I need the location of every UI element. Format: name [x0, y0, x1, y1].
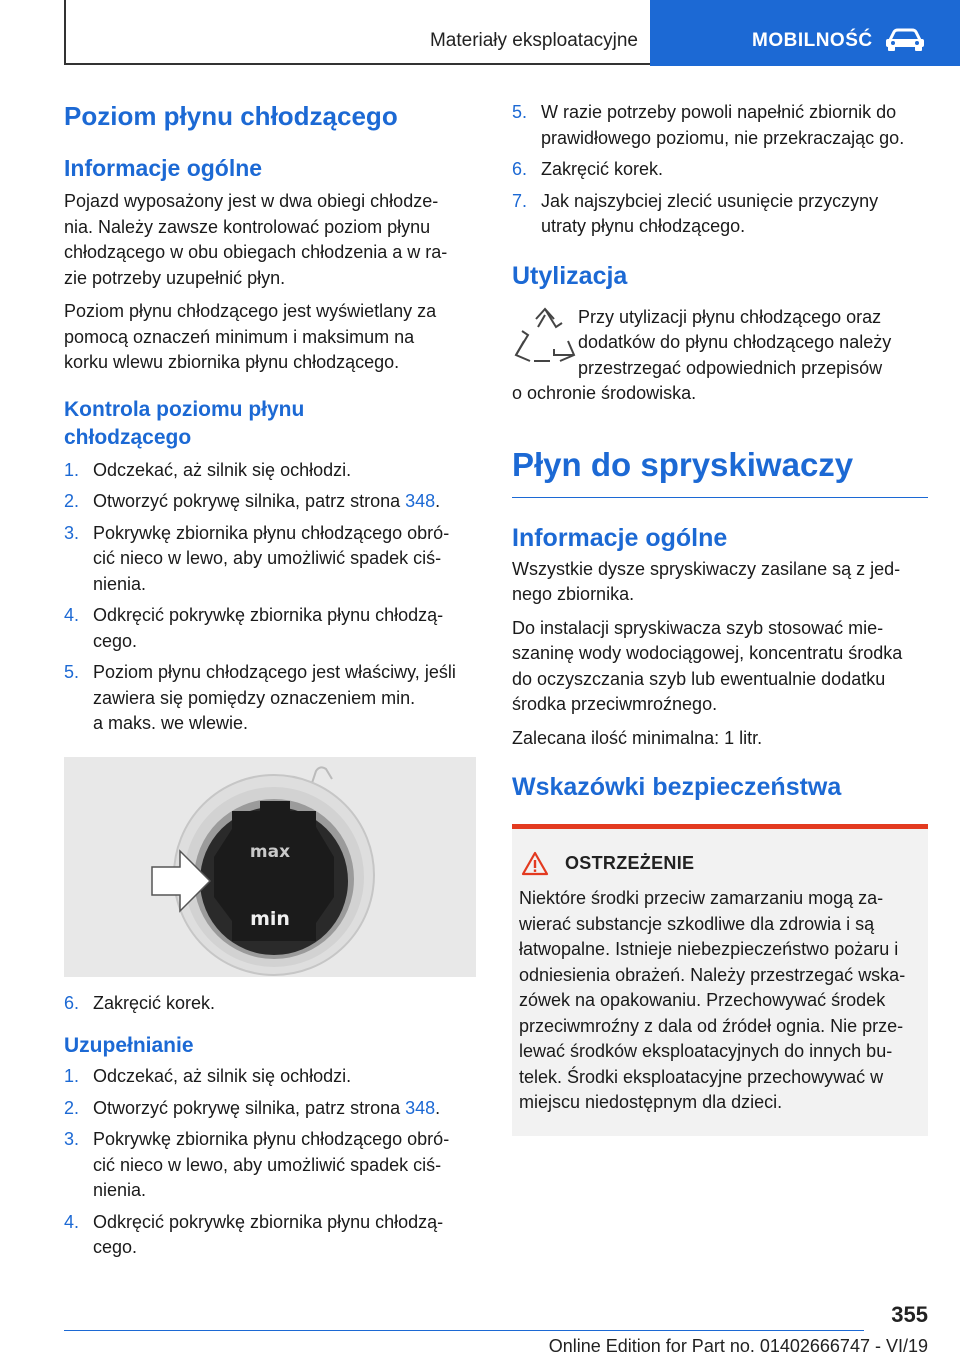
max-label: max [249, 841, 291, 862]
check-level-heading: Kontrola poziomu płynu chłodzącego [64, 397, 305, 449]
coolant-cap-illustration [64, 757, 476, 977]
min-label: min [250, 907, 290, 930]
disposal-text-tail: o ochronie środowiska. [512, 383, 697, 403]
washer-fluid-title: Płyn do spryskiwaczy [512, 443, 928, 498]
mobility-tab[interactable] [650, 0, 960, 66]
left-column [64, 100, 476, 1267]
list-item: 6. Zakręcić korek. [64, 992, 216, 1013]
chapter-title: Materiały eksploatacyjne [429, 30, 638, 51]
disposal-heading: Utylizacja [512, 261, 628, 290]
page-link[interactable]: 348 [405, 1097, 436, 1118]
list-item: 3. Pokrywkę zbiornika płynu chłodzącego obró- cić nieco w lewo, aby umożliwić spadek ciś- nienia. [64, 522, 450, 594]
list-item: 4. Odkręcić pokrywkę zbiornika płynu chłodzą- cego. [64, 605, 444, 651]
warning-header [519, 851, 922, 876]
disposal-text: Przy utylizacji płynu chłodzącego oraz dodatków do płynu chłodzącego należy przestrzegać odpowiednich przepisów [578, 306, 892, 378]
header-bottom-rule [64, 63, 650, 65]
page-link[interactable]: 348 [405, 491, 436, 511]
safety-heading: Wskazówki bezpieczeństwa [512, 773, 842, 801]
list-item: 1. Odczekać, aż silnik się ochłodzi. [64, 1066, 352, 1086]
refill-steps-list-cont [512, 100, 928, 240]
warning-triangle-icon [521, 851, 549, 876]
footer-rule [64, 1330, 864, 1331]
list-item: 1. Odczekać, aż silnik się ochłodzi. [64, 459, 352, 480]
recycle-icon [512, 305, 578, 371]
check-steps-list-cont [64, 991, 476, 1017]
list-item: 5. W razie potrzeby powoli napełnić zbiornik do prawidłowego poziomu, nie przekraczając go. [512, 102, 905, 148]
edition-footer: Online Edition for Part no. 01402666747 - VI/19 [548, 1336, 928, 1356]
right-column [512, 100, 928, 1136]
general-info-heading: Informacje ogólne [64, 155, 263, 181]
warning-title: OSTRZEŻENIE [565, 853, 695, 873]
page-number: 355 [891, 1302, 928, 1327]
list-item: 5. Poziom płynu chłodzącego jest właściwy, jeśli zawiera się pomiędzy oznaczeniem min. a maks. we wlewie. [64, 662, 456, 733]
warning-box [512, 824, 928, 1136]
list-item: 3. Pokrywkę zbiornika płynu chłodzącego obró- cić nieco w lewo, aby umożliwić spadek ciś- nienia. [64, 1129, 450, 1200]
washer-paragraph-2: Do instalacji spryskiwacza szyb stosować mie- szaninę wody wodociągowej, koncentratu środka do oczyszczania szyb lub ewentualnie dodatku środka przeciwmroźnego. [512, 617, 903, 714]
mobility-tab-label: MOBILNOŚĆ [752, 30, 873, 51]
check-steps-list [64, 458, 476, 737]
washer-paragraph-1: Wszystkie dysze spryskiwaczy zasilane są z jed- nego zbiornika. [512, 558, 901, 604]
refill-steps-list [64, 1064, 476, 1261]
list-item: 2. Otworzyć pokrywę silnika, patrz strona 348. [64, 1097, 441, 1118]
section-title-coolant: Poziom płynu chłodzącego [64, 101, 398, 131]
list-item: 6. Zakręcić korek. [512, 159, 664, 179]
list-item: 2. Otworzyć pokrywę silnika, patrz strona 348. [64, 491, 441, 511]
washer-paragraph-3: Zalecana ilość minimalna: 1 litr. [512, 727, 763, 748]
disposal-block [512, 305, 928, 382]
washer-general-heading: Informacje ogólne [512, 523, 728, 552]
car-icon [884, 28, 926, 52]
warning-text: Niektóre środki przeciw zamarzaniu mogą za- wierać substancje szkodliwe dla zdrowia i są łatwopalne. Istnieje niebezpieczeństwo pożaru i odniesienia obrażeń. Należy przestrzegać wska- zówek na opakowaniu. Przechowywać środek przeciwmroźny z dala od źródeł ognia. Nie prze- lewać środków eksploatacyjnych do innych bu- telek. Środki eksploatacyjne przechowywać w miejscu niedostępnym dla dzieci. [519, 888, 906, 1112]
general-paragraph-1: Pojazd wyposażony jest w dwa obiegi chłodze- nia. Należy zawsze kontrolować poziom płynu chłodzącego w obu obiegach chłodzenia a w ra- zie potrzeby uzupełnić płyn. [64, 191, 448, 288]
list-item: 7. Jak najszybciej zlecić usunięcie przyczyny utraty płynu chłodzącego. [512, 190, 879, 236]
list-item: 4. Odkręcić pokrywkę zbiornika płynu chłodzą- cego. [64, 1211, 444, 1257]
general-paragraph-2: Poziom płynu chłodzącego jest wyświetlany za pomocą oznaczeń minimum i maksimum na korku wlewu zbiornika płynu chłodzącego. [64, 301, 437, 372]
coolant-cap-drawing [64, 757, 476, 977]
refill-heading: Uzupełnianie [64, 1034, 194, 1057]
